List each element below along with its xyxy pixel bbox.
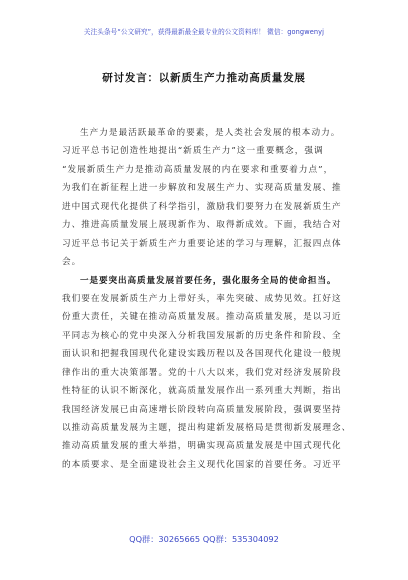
body-text-line: 我们要在发展新质生产力上带好头，率先突破、成势见效。扛好这 bbox=[62, 293, 342, 304]
body-text-line: 推动高质量发展的重大举措，明确实现高质量发展是中国式现代化 bbox=[62, 441, 342, 452]
body-text-line: 以推动高质量发展为主题，提出构建新发展格局是贯彻新发展理念、 bbox=[62, 423, 352, 433]
body-text-line: 份重大责任，关键在推动高质量发展。推动高质量发展，是以习近 bbox=[62, 312, 342, 323]
body-text-line: 进中国式现代化提供了科学指引，激励我们要努力在发展新质生产 bbox=[62, 201, 342, 212]
body-text-line: “发展新质生产力是推动高质量发展的内在要求和重要着力点”， bbox=[62, 164, 334, 175]
section-heading-line: 一是要突出高质量发展首要任务，强化服务全局的使命担当。 bbox=[80, 275, 337, 286]
body-text-line: 我国经济发展已由高速增长阶段转向高质量发展阶段，强调要坚持 bbox=[62, 404, 342, 415]
body-text-line: 面认识和把握我国现代化建设实践历程以及各国现代化建设一般规 bbox=[62, 349, 342, 360]
body-text-line: 律作出的重大决策部署。党的十八大以来，我们党对经济发展阶段 bbox=[62, 367, 342, 378]
body-text-line: 性特征的认识不断深化，就高质量发展作出一系列重大判断，指出 bbox=[62, 386, 342, 397]
document-title: 研讨发言：以新质生产力推动高质量发展 bbox=[102, 72, 306, 84]
body-text-line: 生产力是最活跃最革命的要素，是人类社会发展的根本动力。 bbox=[80, 128, 341, 138]
footer-note: QQ群：30265665 QQ群：535304092 bbox=[129, 534, 279, 544]
body-text-line: 习近平总书记关于新质生产力重要论述的学习与理解，汇报四点体 bbox=[62, 238, 342, 249]
header-note: 关注头条号“公文研究”，获得最新最全最专业的公文资料库！ 微信：gongwenyj bbox=[83, 28, 325, 36]
body-text-line: 为我们在新征程上进一步解放和发展生产力、实现高质量发展、推 bbox=[62, 183, 342, 194]
body-text-line: 习近平总书记创造性地提出“新质生产力”这一重要概念，强调 bbox=[62, 146, 324, 157]
body-text-line: 会。 bbox=[62, 257, 82, 268]
body-text-line: 力、推进高质量发展上展现新作为、取得新成效。下面，我结合对 bbox=[62, 220, 342, 231]
body-text-line: 的本质要求、是全面建设社会主义现代化国家的首要任务。习近平 bbox=[62, 459, 342, 470]
body-text-line: 平同志为核心的党中央深入分析我国发展新的历史条件和阶段、全 bbox=[62, 330, 342, 341]
document-body bbox=[62, 124, 352, 474]
